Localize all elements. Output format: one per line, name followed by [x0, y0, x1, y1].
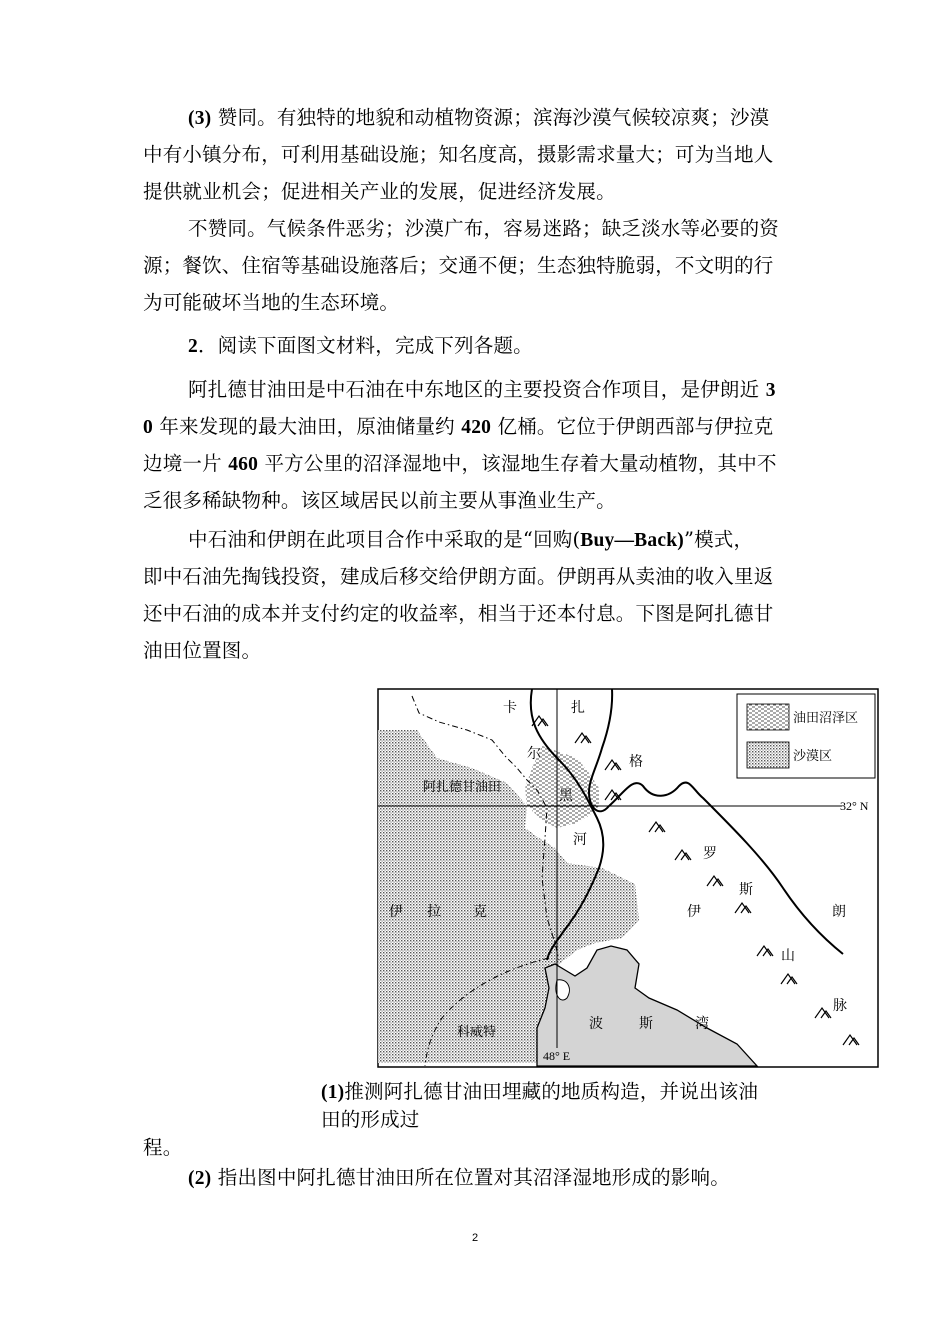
sub1-line-1: (1)推测阿扎德甘油田埋藏的地质构造，并说出该油 [321, 1080, 759, 1103]
gulf-label-1: 波 [589, 1016, 603, 1032]
disagree-line-1: 不赞同。气候条件恶劣；沙漠广布，容易迷路；缺乏淡水等必要的资 [188, 217, 780, 240]
p3-line-1: (3) 赞同。有独特的地貌和动植物资源；滨海沙漠气候较凉爽；沙漠 [188, 106, 770, 129]
legend-desert-label: 沙漠区 [793, 749, 833, 764]
karkheh-label-3: 河 [573, 832, 587, 848]
zagros-label-3: 斯 [739, 882, 753, 898]
sub2-line: (2) 指出图中阿扎德甘油田所在位置对其沼泽湿地形成的影响。 [188, 1166, 730, 1189]
lat-label: 32° N [840, 799, 869, 813]
oilfield-label: 阿扎德甘油田 [423, 780, 502, 795]
question-2-heading: 2．阅读下面图文材料，完成下列各题。 [188, 334, 533, 357]
zagros-label-5: 脉 [833, 998, 847, 1014]
legend-oilfield-label: 油田沼泽区 [793, 711, 859, 726]
intro-line-3: 边境一片 460 平方公里的沼泽湿地中，该湿地生存着大量动植物，其中不 [143, 452, 777, 475]
kuwait-label: 科威特 [457, 1025, 497, 1040]
map-legend [737, 694, 875, 778]
legend-desert-swatch [747, 742, 789, 768]
sub1-line-2: 田的形成过 [321, 1108, 420, 1131]
karun-label-2: 扎 [571, 700, 585, 716]
intro-line-2: 0 年来发现的最大油田，原油储量约 420 亿桶。它位于伊朗西部与伊拉克 [143, 415, 774, 438]
iraq-label-3: 克 [473, 904, 487, 920]
buyback-line-1: 中石油和伊朗在此项目合作中采取的是“回购(Buy—Back)”模式， [188, 528, 754, 551]
karkheh-label-2: 黑 [559, 788, 573, 804]
gulf-label-2: 斯 [639, 1016, 653, 1032]
karun-label-1: 卡 [503, 700, 517, 716]
iraq-label-1: 伊 [389, 904, 403, 920]
zagros-label-4: 山 [781, 948, 795, 964]
gulf-island [556, 980, 569, 1000]
buyback-line-2: 即中石油先掏钱投资，建成后移交给伊朗方面。伊朗再从卖油的收入里返 [143, 565, 774, 588]
lon-label: 48° E [543, 1049, 571, 1063]
azadegan-location-map [377, 688, 879, 1068]
intro-line-1: 阿扎德甘油田是中石油在中东地区的主要投资合作项目，是伊朗近 3 [188, 378, 776, 401]
karkheh-label-1: 尔 [527, 746, 541, 762]
p3-line-2: 中有小镇分布，可利用基础设施；知名度高，摄影需求量大；可为当地人 [143, 143, 774, 166]
p3-line-3: 提供就业机会；促进相关产业的发展，促进经济发展。 [143, 180, 616, 203]
sub1-line-3: 程。 [143, 1136, 183, 1159]
page-number: 2 [471, 1232, 479, 1244]
iraq-label-2: 拉 [427, 904, 441, 920]
iran-label-2: 朗 [832, 904, 846, 920]
disagree-line-2: 源；餐饮、住宿等基础设施落后；交通不便；生态独特脆弱，不文明的行 [143, 254, 774, 277]
buyback-line-4: 油田位置图。 [143, 639, 262, 662]
p3-number: (3) [188, 108, 212, 129]
intro-line-4: 乏很多稀缺物种。该区域居民以前主要从事渔业生产。 [143, 489, 616, 512]
zagros-label-1: 格 [629, 754, 643, 770]
legend-oilfield-swatch [747, 704, 789, 730]
disagree-line-3: 为可能破坏当地的生态环境。 [143, 291, 400, 314]
zagros-label-2: 罗 [703, 846, 717, 862]
buyback-line-3: 还中石油的成本并支付约定的收益率，相当于还本付息。下图是阿扎德甘 [143, 602, 774, 625]
iran-label-1: 伊 [687, 904, 701, 920]
gulf-label-3: 湾 [695, 1016, 709, 1032]
